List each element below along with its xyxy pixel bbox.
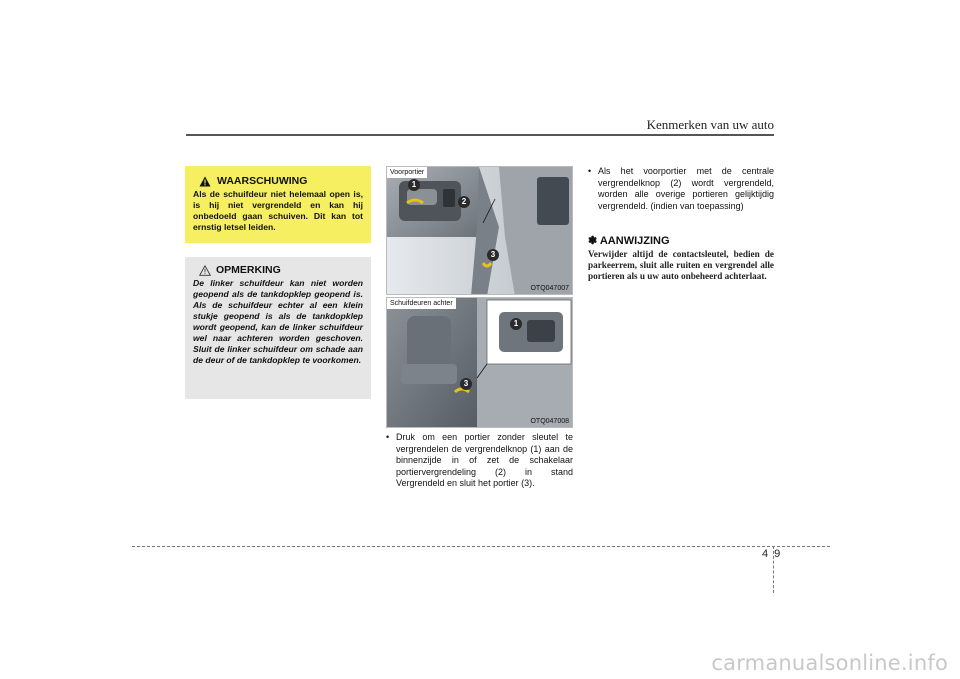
warning-heading	[199, 175, 363, 187]
page-section: 4	[762, 548, 769, 560]
page-number-separator	[773, 546, 774, 593]
callout-2: 2	[458, 196, 470, 208]
warning-triangle-icon	[199, 176, 211, 187]
bullet-icon: •	[386, 432, 390, 442]
note-box	[185, 257, 371, 399]
figure-label: Voorportier	[387, 167, 427, 178]
warning-text: Als de schuifdeur niet helemaal open is, is hij niet vergrendeld en kan hij onbedoeld gaan schuiven. Dit kan tot ernstig letsel leiden.	[193, 189, 363, 232]
page-index: 9	[774, 548, 781, 560]
figure-code: OTQ047008	[530, 418, 569, 425]
note-title: OPMERKING	[216, 264, 281, 276]
page-header-title: Kenmerken van uw auto	[646, 117, 774, 132]
caution-triangle-icon	[199, 265, 211, 276]
warning-title: WAARSCHUWING	[217, 175, 308, 187]
callout-1: 1	[408, 179, 420, 191]
bullet-central-lock	[588, 166, 774, 212]
figure-sliding-door	[386, 297, 573, 428]
bullet-text: Als het voorportier met de centrale vergrendelknop (2) wordt vergrendeld, worden alle overige portieren gelijktijdig vergrendeld. (indien van toepassing)	[598, 166, 774, 211]
aanwijzing-title: ✽ AANWIJZING	[588, 235, 670, 247]
figure-code: OTQ047007	[530, 285, 569, 292]
header-rule	[186, 134, 774, 136]
sliding-door-illustration	[387, 298, 573, 428]
note-text: De linker schuifdeur kan niet worden geopend als de tankdopklep geopend is. Als de schuifdeur echter al een klein stukje geopend is als de tankdopklep wordt geopend, kan de linker schuifdeur wel naar achteren worden geschoven. Sluit de linker schuifdeur om schade aan de deur of de tankdopklep te voorkomen.	[193, 278, 363, 365]
page-number	[762, 548, 780, 560]
warning-box	[185, 166, 371, 243]
footer-rule	[132, 546, 830, 547]
callout-1: 1	[510, 318, 522, 330]
note-heading	[199, 264, 363, 276]
aanwijzing-text: Verwijder altijd de contactsleutel, bedien de parkeerrem, sluit alle ruiten en vergrendel alle portieren als u uw auto onbeheerd achterlaat.	[588, 249, 774, 281]
callout-3: 3	[460, 378, 472, 390]
figure-front-door	[386, 166, 573, 295]
figure-label: Schuifdeuren achter	[387, 298, 456, 309]
bullet-text: Druk om een portier zonder sleutel te vergrendelen de vergrendelknop (1) aan de binnenzijde in of zet de schakelaar portiervergrendeling (2) in stand Vergrendeld en sluit het portier (3).	[396, 432, 573, 489]
watermark: carmanualsonline.info	[711, 651, 948, 675]
bullet-lock-without-key	[386, 432, 573, 490]
bullet-icon: •	[588, 166, 592, 176]
callout-3: 3	[487, 249, 499, 261]
